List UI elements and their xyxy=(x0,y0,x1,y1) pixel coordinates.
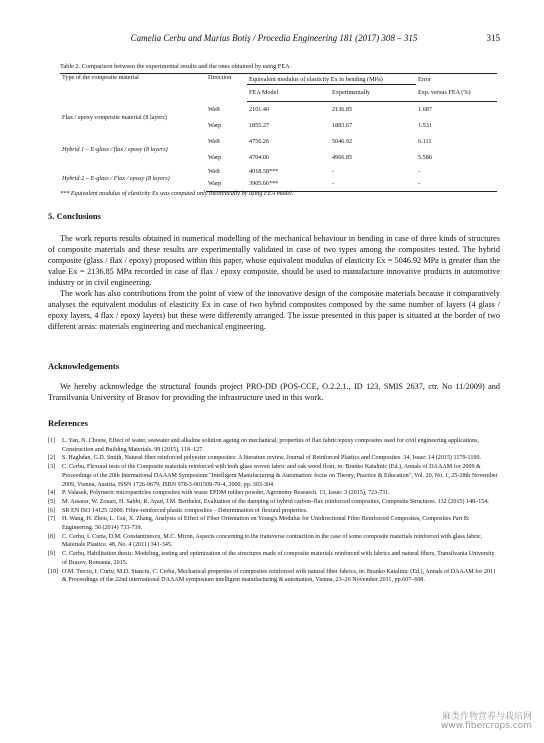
reference-item xyxy=(48,533,500,550)
running-header xyxy=(48,33,500,47)
row-exp: 5046.92 xyxy=(332,137,353,145)
reference-item xyxy=(48,507,500,516)
page-number: 315 xyxy=(486,33,500,43)
col-header-direction: Direction xyxy=(206,74,247,102)
row-fea: 3905.66*** xyxy=(247,177,330,191)
col-header-exp: Experimentally xyxy=(330,85,416,102)
row-error: 6.111 xyxy=(418,137,432,145)
reference-text: L. Yan, N. Chouw, Effect of water, seawater and alkaline solution ageing on mechanical, properties of flax fabric/epoxy composites used for civil engineering applications, Construction and Building Materials. 99 (2015), 118–127. xyxy=(62,438,480,453)
row-fea: 2101.40 xyxy=(249,105,270,113)
conclusions-paragraph-2: The work has also contributions from the point of view of the innovative design of the composite materials because it comparatively analyses the equivalent modulus of elasticity Ex in case of two hybrid composites composed by the same number of layers (4 glass / epoxy layers, 4 flax / epoxy layers) but these were differently arranged. The issue presented in this paper is situated at the border of two different areas: materials engineering and mechanical engineering. xyxy=(48,289,500,331)
row-exp: 1883.67 xyxy=(332,121,353,129)
reference-text: S. Haghdan, G.D. Smith, Natural fiber reinforced polyester composites: A literature review. Journal of Reinforced Plastics and Composites. 34, Issue: 14 (2015) 1179-1190. xyxy=(62,455,482,462)
reference-text: O.M. Terciu, I. Curtu, M.D. Stanciu, C. Cerbu, Mechanical properties of composites reinforced with natural fiber fabrics, in: Branko Katalinic (Ed.), Annals of DAAAM for 2011 & Proceedings of the 22nd international DAAAM symposium intelligent manufacturing & automation, Vienna, 23–26 November 2011, pp.607–608. xyxy=(62,568,496,584)
row-exp: - xyxy=(332,167,335,175)
watermark-line-1: 麻类作物营养与栽培网 xyxy=(441,712,532,722)
row-fea: 4704.06 xyxy=(249,153,270,161)
row-exp: 2136.85 xyxy=(332,105,353,113)
row-type: Flax / epoxy composite material (8 layers) xyxy=(62,113,167,121)
reference-text: H. Wang, H. Zhou, L. Gui, X. Zhang, Analysis of Effect of Fiber Orientation on Young's Modulus for Unidirectional Fiber Reinforced Composites, Composites Part B: Engineering. 56 (2014) 733-739. xyxy=(62,516,470,532)
col-header-modulus: Equivalent modulus of elasticity Ex in bending (MPa) xyxy=(247,74,416,85)
table-row xyxy=(60,165,497,177)
row-direction: Warp xyxy=(208,153,222,161)
row-error: - xyxy=(418,167,421,175)
reference-item xyxy=(48,454,500,463)
row-error: - xyxy=(416,177,497,191)
conclusions-heading: 5. Conclusions xyxy=(48,211,102,221)
row-type: Hybrid 1 – E-glass / flax / epoxy (8 layers) xyxy=(62,145,168,153)
reference-number: [8] xyxy=(48,533,56,540)
table-row xyxy=(60,101,497,117)
watermark-line-2: www.fibercrops.com xyxy=(441,721,532,731)
table-caption: Table 2. Comparison between the experimental results and the ones obtained by using FEA xyxy=(60,63,290,70)
col-header-type: Type of the composite material xyxy=(60,74,206,102)
conclusions-paragraph-1: The work reports results obtained in numerical modelling of the mechanical behaviour in bending in case of three kinds of structures of composite materials and these results are experimentally validated in case of two types among the composites tested. The hybrid composite (glass / flax / epoxy) proposed within this paper, whose equivalent modulus of elasticity Ex = 5046.92 MPa is greater than the value Ex = 2136.85 MPa recorded in case of flax / epoxy composite, should be used to manufacture innovative products in automotive industry or in civil engineering. xyxy=(48,234,500,287)
row-fea: 4756.26 xyxy=(249,137,270,145)
reference-text: C. Cerbu, I. Curta, D.M. Constantinescu, M.C. Miron, Aspects concerning to the transverse contraction in the case of some composite materials reinforced with glass fabric, Materiale Plastice. 48, No. 4 (2011) 341-345. xyxy=(62,533,483,549)
reference-number: [6] xyxy=(48,507,56,514)
col-header-exp-vs-fea: Exp. versus FEA (%) xyxy=(416,85,497,102)
reference-text: M. Assarar, W. Zouari, H. Sabhi, R. Ayad, J.M. Berthelot, Evaluation of the damping of hybrid carbon–flax reinforced composites, Composite Structures. 132 (2015) 148–154. xyxy=(62,498,489,505)
results-table xyxy=(60,73,497,192)
row-direction: Weft xyxy=(208,105,220,113)
reference-number: [7] xyxy=(48,516,56,523)
row-direction: Weft xyxy=(208,167,220,175)
reference-item xyxy=(48,515,500,532)
acknowledgements-text: We hereby acknowledge the structural founds project PRO-DD (POS-CCE, O.2.2.1., ID 123, SMIS 2637, ctr. No 11/2009) and Transilvania University of Brasov for providing the infrastructure used in this work. xyxy=(48,382,500,402)
reference-item xyxy=(48,463,500,489)
reference-number: [1] xyxy=(48,438,56,444)
reference-item xyxy=(48,489,500,498)
reference-text: SR EN ISO 14125 /2000. Fibre-reinforced plastic composites – Determination of flexural properties. xyxy=(62,507,308,514)
col-header-fea: FEA Model xyxy=(247,85,330,102)
row-type: Hybrid 2 – E-glass / Flax / epoxy (8 layers) xyxy=(62,174,170,182)
reference-number: [2] xyxy=(48,455,56,462)
row-exp: - xyxy=(330,177,416,191)
reference-text: C. Cerbu, Flexural tests of the Composite materials reinforced with both glass woven fabric and oak wood flour, in: Branko Katalinic (Ed.), Annals of DAAAM for 2009 & Proceedings of the 20th International DAAAM Symposium "Intelligent Manufacturing & Automation: focus on Theory, Practice & Education", Vol. 20, No. 1, 25-28th November 2009, Vienna, Austria, ISSN 1726-9679, ISBN 978-3-901509-70-4, 2009, pp. 303-304. xyxy=(62,464,498,488)
col-header-error: Error xyxy=(416,74,497,85)
references-heading: References xyxy=(48,418,88,428)
row-direction: Weft xyxy=(208,137,220,145)
reference-list xyxy=(48,437,500,585)
reference-number: [5] xyxy=(48,498,56,505)
reference-item xyxy=(48,550,500,567)
row-direction: Warp xyxy=(206,177,247,191)
reference-item xyxy=(48,437,500,454)
acknowledgements-heading: Acknowledgements xyxy=(48,361,120,371)
reference-item xyxy=(48,498,500,507)
row-fea: 1855.27 xyxy=(249,121,270,129)
row-fea: 4018.58*** xyxy=(249,167,279,175)
reference-number: [9] xyxy=(48,551,56,558)
reference-number: [3] xyxy=(48,464,56,471)
row-error: 5.586 xyxy=(418,153,432,161)
row-exp: 4966.85 xyxy=(332,153,353,161)
reference-item xyxy=(48,568,500,585)
row-direction: Warp xyxy=(208,121,222,129)
reference-number: [4] xyxy=(48,490,56,497)
reference-text: C. Cerbu, Habilitation thesis: Modeling, testing and optimization of the structures made of composite materials reinforced with fabrics and natural fibers, Transilvania University of Brasov, Romania, 2015. xyxy=(62,551,495,566)
running-title: Camelia Cerbu and Marius Botiş / Procedia Engineering 181 (2017) 308 – 315 xyxy=(130,33,418,43)
table-row xyxy=(60,133,497,149)
reference-number: [10] xyxy=(48,568,59,575)
row-error: 1.687 xyxy=(418,105,432,113)
row-error: 1.531 xyxy=(418,121,432,129)
table-footnote: *** Equivalent modulus of elasticity Ex was computed only theoretically by using FEA model. xyxy=(60,190,294,197)
reference-text: P. Valasek, Polymeric microparticles composites with waste EPDM rubber powder, Agronomy Research. 13, Issue: 3 (2015), 723-731. xyxy=(62,490,390,497)
